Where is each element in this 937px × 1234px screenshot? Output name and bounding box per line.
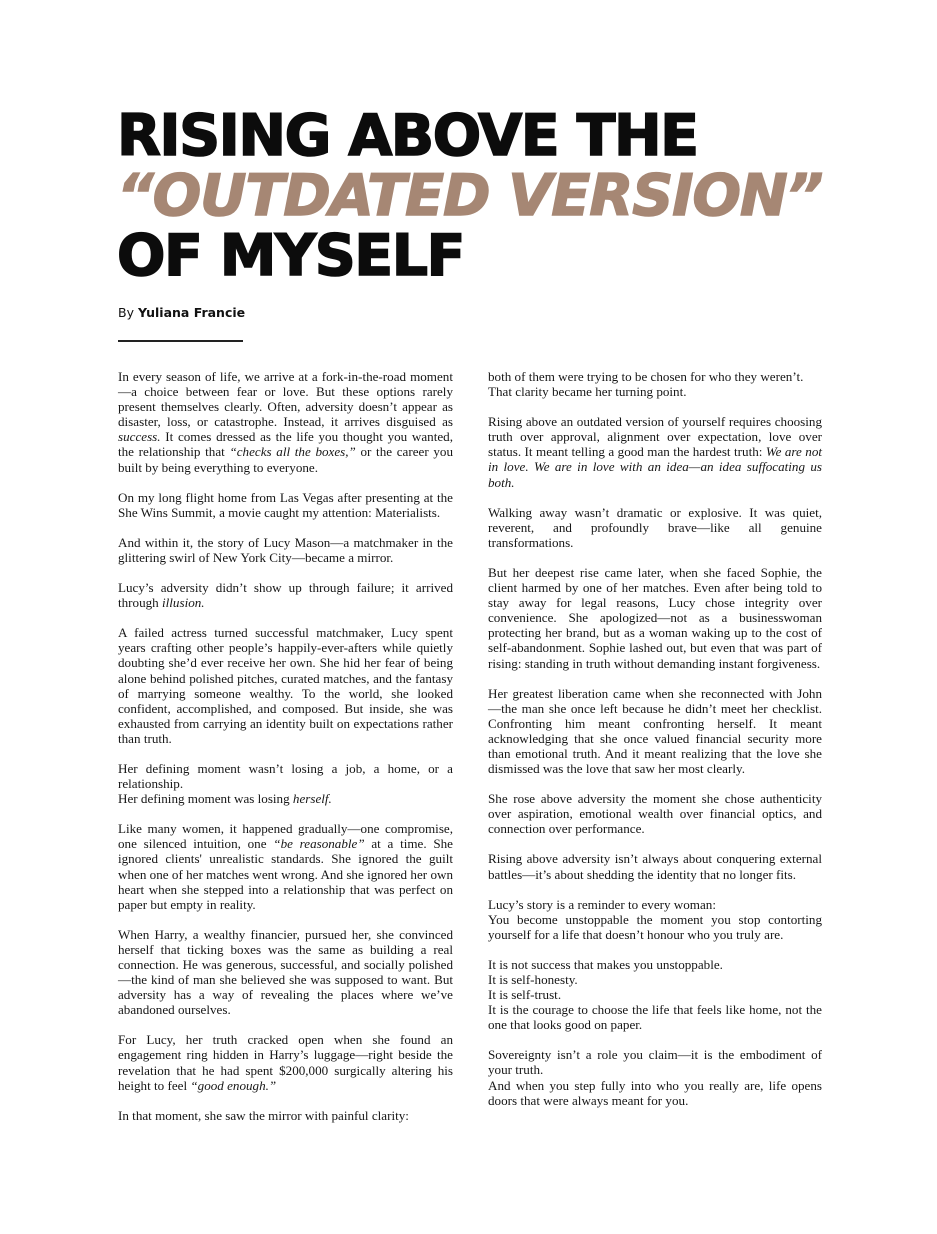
text: In every season of life, we arrive at a fork-in-the-road moment—a choice between fear or love. But these options rarely present themselves clearly. Often, adversity doesn’t appear as disaster, loss, or catastrophe. Instead, it arrives disguised as xyxy=(118,369,453,430)
paragraph: But her deepest rise came later, when she faced Sophie, the client harmed by one of her matches. Even after being told to stay away for legal reasons, Lucy chose integrity over convenience. She apologized—not as a businesswoman protecting her brand, but as a woman waking up to the cost of self-abandonment. Sophie lashed out, but even that was part of rising: standing in truth without demanding instant forgiveness. xyxy=(488,564,822,671)
text: Her defining moment wasn’t losing a job, a home, or a relationship. xyxy=(118,760,453,792)
paragraph xyxy=(488,414,822,489)
byline-author: Yuliana Francie xyxy=(137,305,246,320)
paragraph: Walking away wasn’t dramatic or explosive. It was quiet, reverent, and profoundly brave—like all genuine transformations. xyxy=(488,504,822,550)
paragraph xyxy=(488,1047,822,1107)
text-line xyxy=(118,791,453,806)
byline-divider xyxy=(118,340,243,342)
emphasis: illusion. xyxy=(162,595,205,611)
paragraph: A failed actress turned successful matchmaker, Lucy spent years crafting other people’s happily-ever-afters while quietly doubting she’d ever receive her own. She hid her fear of being alone behind polished pitches, curated matches, and the fantasy of marrying someone wealthy. To the world, she looked confident, accomplished, and composed. But inside, she was exhausted from carrying an identity built on expectations rather than truth. xyxy=(118,625,453,746)
text: Lucy’s adversity didn’t show up through failure; it arrived through xyxy=(118,580,453,611)
text: And when you step fully into who you really are, life opens doors that were always meant for you. xyxy=(488,1077,822,1108)
text: It comes dressed as the life you thought you wanted, the relationship that xyxy=(118,429,453,460)
paragraph: Her greatest liberation came when she reconnected with John—the man she once left because he didn’t meet her checklist. Confronting him meant confronting herself. It meant acknowledging that she once valued financial security more than emotional truth. And it meant realizing that the love she dismissed was the love that saw her most clearly. xyxy=(488,685,822,777)
emphasis: “good enough.” xyxy=(190,1077,277,1093)
text: For Lucy, her truth cracked open when she found an engagement ring hidden in Harry’s luggage—right beside the revelation that he had spent $200,000 surgically altering his height to feel xyxy=(118,1032,453,1093)
article-title xyxy=(117,103,823,289)
paragraph: Rising above adversity isn’t always about conquering external battles—it’s about shedding the identity that no longer fits. xyxy=(488,851,822,882)
text: Like many women, it happened gradually—one compromise, one silenced intuition, one xyxy=(118,821,453,852)
left-column xyxy=(118,369,453,1138)
paragraph: She rose above adversity the moment she chose authenticity over aspiration, emotional wealth over financial optics, and connection over performance. xyxy=(488,791,822,837)
paragraph xyxy=(488,897,822,942)
text: It is self-trust. xyxy=(488,987,562,1003)
text: or the career you built by being everything to everyone. xyxy=(118,444,453,475)
text: That clarity became her turning point. xyxy=(488,384,687,400)
text: both of them were trying to be chosen for who they weren’t. xyxy=(488,369,804,384)
paragraph xyxy=(118,580,453,610)
paragraph: In that moment, she saw the mirror with painful clarity: xyxy=(118,1107,409,1123)
text: Her defining moment was losing xyxy=(118,791,293,807)
right-column xyxy=(488,369,822,1123)
emphasis: “be reasonable” xyxy=(273,836,365,852)
paragraph: When Harry, a wealthy financier, pursued her, she convinced herself that ticking boxes was the same as building a real connection. He was generous, successful, and socially polished—the kind of man she believed she was supposed to want. But adversity has a way of revealing the places where we’ve abandoned ourselves. xyxy=(118,926,453,1018)
text: It is self-honesty. xyxy=(488,972,578,987)
paragraph: And within it, the story of Lucy Mason—a matchmaker in the glittering swirl of New York City—became a mirror. xyxy=(118,534,453,565)
text: It is not success that makes you unstoppable. xyxy=(488,956,723,972)
text: Rising above an outdated version of yourself requires choosing truth over approval, alignment over expectation, love over status. It meant telling a good man the hardest truth: xyxy=(488,414,822,460)
title-line-3: OF MYSELF xyxy=(117,223,464,289)
paragraph xyxy=(118,761,453,806)
text: Lucy’s story is a reminder to every woman: xyxy=(488,896,716,912)
emphasis: “checks all the boxes,” xyxy=(229,444,356,460)
title-line-1: RISING ABOVE THE xyxy=(117,103,698,169)
text: You become unstoppable the moment you stop contorting yourself for a life that doesn’t honour who you truly are. xyxy=(488,911,822,942)
paragraph xyxy=(118,369,453,475)
emphasis: We are not in love. We are in love with an idea—an idea suffocating us both. xyxy=(488,444,823,490)
title-line-2-accent: “OUTDATED VERSION” xyxy=(117,163,823,229)
emphasis: herself. xyxy=(292,791,332,807)
paragraph xyxy=(118,1032,453,1092)
paragraph xyxy=(488,369,822,399)
byline xyxy=(118,305,245,320)
paragraph xyxy=(118,821,453,912)
text: at a time. She ignored clients' unrealistic standards. She ignored the guilt when one of her matches went wrong. And she ignored her own heart when she stepped into a relationship that was perfect on paper but empty in reality. xyxy=(118,836,453,912)
paragraph: On my long flight home from Las Vegas after presenting at the She Wins Summit, a movie caught my attention: Materialists. xyxy=(118,489,453,520)
emphasis: success. xyxy=(118,429,161,445)
byline-prefix: By xyxy=(118,305,134,320)
text: It is the courage to choose the life that feels like home, not the one that looks good on paper. xyxy=(488,1002,822,1033)
text: Sovereignty isn’t a role you claim—it is the embodiment of your truth. xyxy=(488,1047,822,1078)
paragraph xyxy=(488,957,822,1032)
